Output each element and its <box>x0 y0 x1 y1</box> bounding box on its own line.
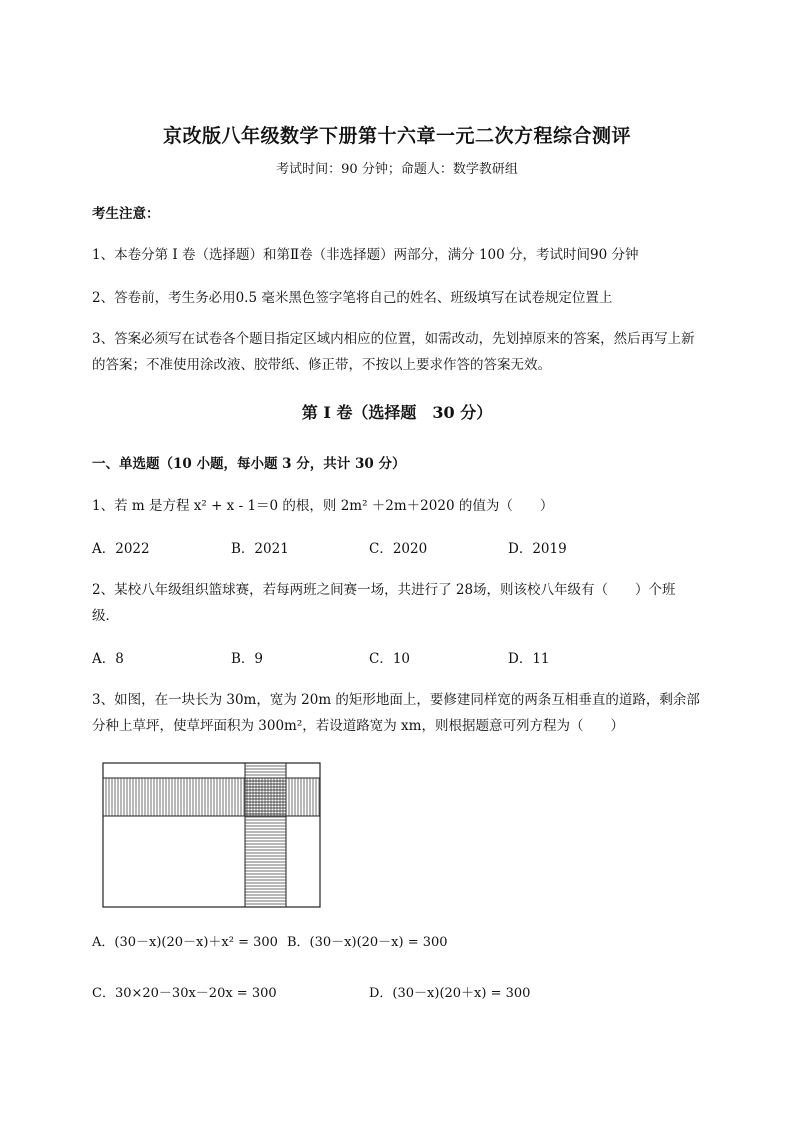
part-title: 一、单选题（10 小题，每小题 3 分，共计 30 分） <box>92 456 406 472</box>
q3-option-b[interactable]: B．(30－x)(20－x) = 300 <box>287 935 448 950</box>
notice-item-2: 2、答卷前，考生务必用0.5 毫米黑色签字笔将自己的姓名、班级填写在试卷规定位置上 <box>92 290 613 306</box>
question-3-stem: 3、如图，在一块长为 30m，宽为 20m 的矩形地面上，要修建同样宽的两条互相垂直的道路，剩余部 <box>92 692 700 708</box>
q3-option-d[interactable]: D．(30－x)(20＋x) = 300 <box>369 986 531 1001</box>
exam-info: 考试时间：90 分钟；命题人：数学教研组 <box>276 162 518 177</box>
section-title: 第 I 卷（选择题 30 分） <box>301 403 493 422</box>
q1-option-b[interactable]: B．2021 <box>231 541 289 557</box>
notice-item-3: 3、答案必须写在试卷各个题目指定区域内相应的位置，如需改动，先划掉原来的答案，然后再写上新 <box>92 331 695 347</box>
notice-heading: 考生注意： <box>92 206 160 222</box>
q1-option-d[interactable]: D．2019 <box>508 541 567 557</box>
q2-option-c[interactable]: C．10 <box>369 651 411 667</box>
q1-option-a[interactable]: A．2022 <box>92 541 150 557</box>
q2-option-d[interactable]: D．11 <box>508 651 550 667</box>
question-1-stem: 1、若 m 是方程 x² + x - 1＝0 的根，则 2m² ＋2m＋2020 的值为（ ） <box>92 498 554 514</box>
rectangle-road-figure <box>102 762 321 908</box>
notice-item-1: 1、本卷分第 I 卷（选择题）和第Ⅱ卷（非选择题）两部分，满分 100 分，考试时间90 分钟 <box>92 247 639 263</box>
notice-item-3-cont: 的答案；不准使用涂改液、胶带纸、修正带，不按以上要求作答的答案无效。 <box>92 357 551 373</box>
question-2-stem-cont: 级． <box>92 608 119 624</box>
q2-option-b[interactable]: B．9 <box>231 651 264 667</box>
q2-option-a[interactable]: A．8 <box>92 651 124 667</box>
q3-option-a[interactable]: A．(30－x)(20－x)＋x² = 300 <box>92 935 278 950</box>
question-2-stem: 2、某校八年级组织篮球赛，若每两班之间赛一场，共进行了 28场，则该校八年级有（ ）个班 <box>92 582 676 598</box>
horizontal-road <box>103 778 320 816</box>
q1-option-c[interactable]: C．2020 <box>369 541 428 557</box>
question-3-stem-cont: 分种上草坪，使草坪面积为 300m²，若设道路宽为 xm，则根据题意可列方程为（ ） <box>92 718 624 734</box>
q3-option-c[interactable]: C．30×20－30x－20x = 300 <box>92 986 277 1001</box>
page-title: 京改版八年级数学下册第十六章一元二次方程综合测评 <box>162 125 631 147</box>
